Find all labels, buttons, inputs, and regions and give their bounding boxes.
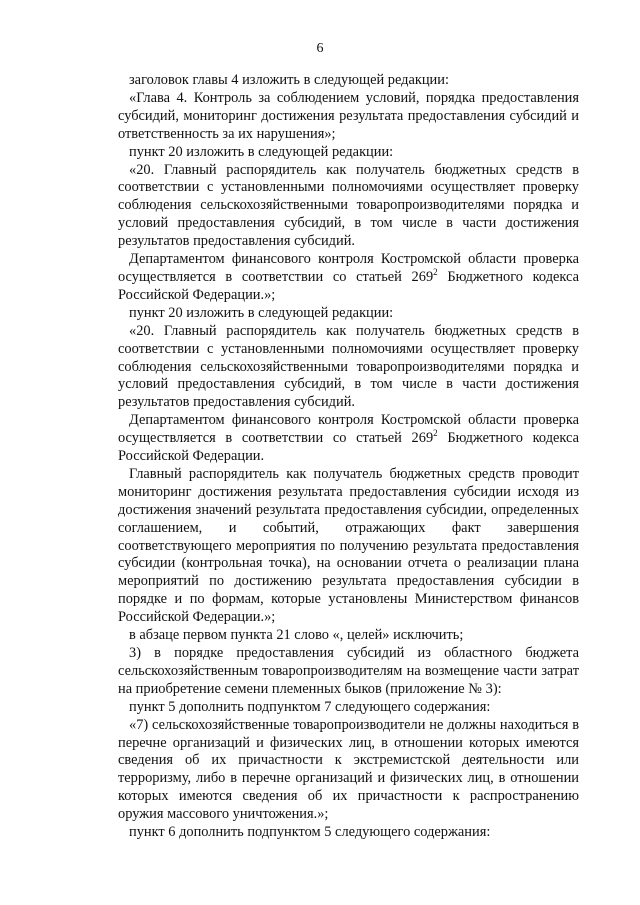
control-text-after-1: Бюджетного кодекса Российской Федерации.»;	[118, 268, 579, 303]
paragraph-item-20-text-2: «20. Главный распорядитель как получатель бюджетных средств в соответствии с установленными полномочиями осуществляет проверку соблюдения сельскохозяйственными товаропроизводителями порядка и условий предоставления субсидий, в том числе в части достижения результатов предоставления субсидий.	[118, 322, 579, 411]
control-text-before-1: Департаментом финансового контроля Костромской области проверка осуществляется в соответствии со статьей 269	[118, 251, 579, 285]
article-superscript-1: 2	[433, 267, 438, 278]
paragraph-monitoring: Главный распорядитель как получатель бюджетных средств проводит мониторинг достижения результата предоставления субсидии исходя из достижения значений результата предоставления субсидии, определенных соглашением, и событий, отражающих факт завершения соответствующего мероприятия по получению результата предоставления субсидии (контрольная точка), на основании отчета о реализации плана мероприятий по достижению результата предоставления субсидии в порядке и по формам, которые установлены Министерством финансов Российской Федерации.»;	[118, 465, 579, 626]
paragraph-control-department-1	[118, 251, 579, 305]
control-text-before-2: Департаментом финансового контроля Костромской области проверка осуществляется в соответствии со статьей 269	[118, 412, 579, 447]
document-body	[118, 72, 579, 842]
paragraph-item-21-change: в абзаце первом пункта 21 слово «, целей» исключить;	[129, 627, 464, 644]
article-superscript-2: 2	[433, 428, 438, 439]
paragraph-subitem-7-text: «7) сельскохозяйственные товаропроизводители не должны находиться в перечне организаций и физических лиц, в отношении которых имеются сведения об их причастности к экстремистской деятельности или терроризму, либо в перечне организаций и физических лиц, в отношении которых имеются сведения об их причастности к распространению оружия массового уничтожения.»;	[118, 716, 579, 823]
control-text-after-2: Бюджетного кодекса Российской Федерации.	[118, 430, 579, 465]
page-number: 6	[316, 41, 324, 56]
paragraph-item-5-addition: пункт 5 дополнить подпунктом 7 следующего содержания:	[129, 698, 491, 715]
paragraph-item-20-instruction-1: пункт 20 изложить в следующей редакции:	[129, 143, 394, 160]
paragraph-chapter-heading-instruction: заголовок главы 4 изложить в следующей редакции:	[129, 72, 449, 88]
paragraph-control-department-2	[118, 412, 579, 466]
paragraph-appendix-3-order: 3) в порядке предоставления субсидий из областного бюджета сельскохозяйственным товаропроизводителям на возмещение части затрат на приобретение семени племенных быков (приложение № 3):	[118, 645, 579, 697]
paragraph-chapter-4-title: «Глава 4. Контроль за соблюдением условий, порядка предоставления субсидий, мониторинг достижения результата предоставления субсидий и ответственность за их нарушения»;	[118, 89, 579, 142]
paragraph-item-6-addition: пункт 6 дополнить подпунктом 5 следующего содержания:	[129, 824, 491, 841]
paragraph-item-20-instruction-2: пункт 20 изложить в следующей редакции:	[129, 304, 394, 321]
paragraph-item-20-text-1: «20. Главный распорядитель как получатель бюджетных средств в соответствии с установленными полномочиями осуществляет проверку соблюдения сельскохозяйственными товаропроизводителями порядка и условий предоставления субсидий, в том числе в части достижения результатов предоставления субсидий.	[118, 161, 579, 250]
